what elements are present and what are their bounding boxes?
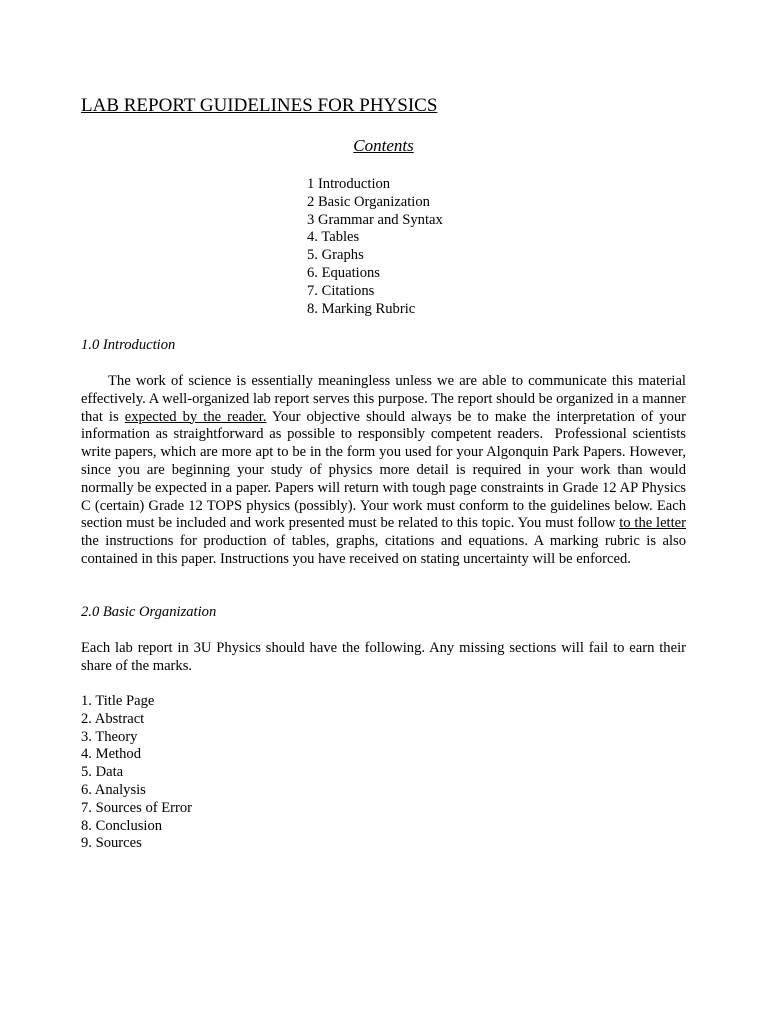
underlined-phrase: expected by the reader.: [124, 408, 267, 425]
toc-item: 8. Marking Rubric: [307, 300, 416, 317]
list-item: 9. Sources: [81, 835, 142, 852]
list-item: 4. Method: [81, 746, 141, 763]
list-item: 3. Theory: [81, 728, 138, 745]
list-item: 1. Title Page: [81, 693, 155, 709]
introduction-paragraph: [81, 373, 686, 569]
introduction-text: the instructions for production of tables, graphs, citations and equations. A marking rubric is also contained in this paper. Instructions you have received on stating uncertainty will be enforced.: [81, 533, 686, 567]
toc-item: 6. Equations: [307, 264, 380, 281]
toc-item: 3 Grammar and Syntax: [307, 211, 443, 228]
list-item: 6. Analysis: [81, 781, 146, 798]
list-item: 5. Data: [81, 764, 124, 781]
basic-organization-paragraph: Each lab report in 3U Physics should have the following. Any missing sections will fail to earn their share of the marks.: [81, 640, 686, 674]
basic-organization-heading: 2.0 Basic Organization: [81, 604, 217, 620]
introduction-text: Your objective should always be to make the interpretation of your information as straightforward as possible to responsibly competent readers. Professional scientists write papers, which are more apt to be in the form you used for your Algonquin Park Papers. However, since you are beginning your study of physics more detail is required in your work than would normally be expected in a paper. Papers will return with tough page constraints in Grade 12 AP Physics C (certain) Grade 12 TOPS physics (possibly). Your work must conform to the guidelines below. Each section must be included and work presented must be related to this topic. You must follow: [81, 408, 686, 532]
introduction-text: The work of science is essentially meaningless unless we are able to communicate this material effectively. A well-organized lab report serves this purpose. The report should be organized in a manner that is: [81, 373, 686, 425]
list-item: 8. Conclusion: [81, 817, 163, 834]
document-title: LAB REPORT GUIDELINES FOR PHYSICS: [81, 95, 438, 116]
underlined-phrase: to the letter: [619, 515, 686, 532]
required-sections-list: [81, 693, 192, 853]
contents-heading: Contents: [353, 136, 414, 155]
list-item: 7. Sources of Error: [81, 799, 193, 816]
list-item: 2. Abstract: [81, 710, 145, 727]
introduction-heading: 1.0 Introduction: [81, 337, 176, 353]
toc-item: 1 Introduction: [307, 176, 391, 192]
toc-item: 4. Tables: [307, 229, 360, 246]
toc-item: 2 Basic Organization: [307, 193, 430, 210]
toc-item: 5. Graphs: [307, 247, 364, 264]
table-of-contents: [307, 176, 443, 318]
toc-item: 7. Citations: [307, 282, 375, 299]
